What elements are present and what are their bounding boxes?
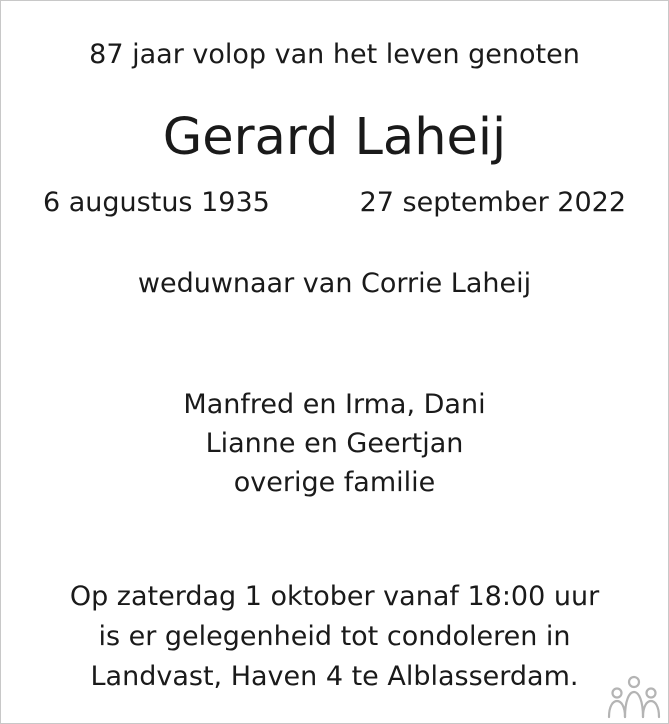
family-line: overige familie (233, 467, 436, 498)
intro-text: 87 jaar volop van het leven genoten (89, 39, 580, 70)
date-of-death: 27 september 2022 (359, 187, 626, 218)
date-of-birth: 6 augustus 1935 (43, 187, 270, 218)
family-people-icon (606, 673, 662, 719)
info-line: is er gelegenheid tot condoleren in (98, 621, 571, 652)
family-line: Lianne en Geertjan (205, 428, 464, 459)
deceased-name: Gerard Laheij (162, 108, 507, 167)
info-line: Op zaterdag 1 oktober vanaf 18:00 uur (69, 581, 600, 612)
family-line: Manfred en Irma, Dani (183, 389, 486, 420)
info-line: Landvast, Haven 4 te Alblasserdam. (90, 661, 579, 692)
relation-text: weduwnaar van Corrie Laheij (137, 268, 532, 299)
condolence-info (1, 577, 668, 697)
family-list (1, 385, 668, 502)
